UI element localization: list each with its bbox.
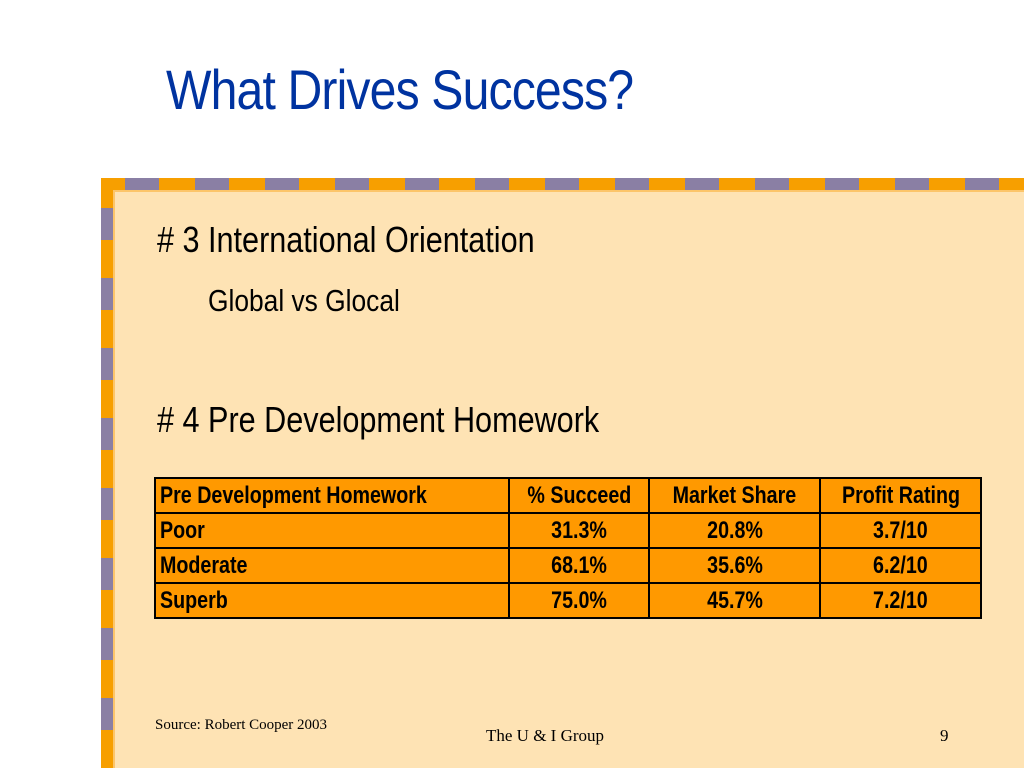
- table-cell: 35.6%: [649, 548, 820, 583]
- slide-title: What Drives Success?: [166, 58, 634, 121]
- table-cell: Poor: [155, 513, 509, 548]
- source-citation: Source: Robert Cooper 2003: [155, 717, 328, 733]
- dashed-border-top: [101, 178, 1024, 190]
- table-header-cell: Pre Development Homework: [155, 478, 509, 513]
- table-cell: Superb: [155, 583, 509, 618]
- table-cell: 75.0%: [509, 583, 649, 618]
- footer-company: The U & I Group: [486, 726, 605, 745]
- table-header-cell: Profit Rating: [820, 478, 981, 513]
- table-cell: 45.7%: [649, 583, 820, 618]
- table-cell: 68.1%: [509, 548, 649, 583]
- dashed-border-left: [101, 178, 113, 768]
- table-row: [155, 548, 981, 583]
- table-cell: 31.3%: [509, 513, 649, 548]
- panel-inner-line-top: [113, 190, 1024, 192]
- homework-table: [154, 477, 982, 619]
- panel-inner-line-left: [113, 190, 115, 768]
- point-3-heading: # 3 International Orientation: [157, 219, 535, 260]
- table-cell: 7.2/10: [820, 583, 981, 618]
- point-3-subtext: Global vs Glocal: [208, 283, 400, 318]
- point-4-heading: # 4 Pre Development Homework: [157, 399, 600, 440]
- table-cell: 6.2/10: [820, 548, 981, 583]
- table-header-row: [155, 478, 981, 513]
- content-panel: [101, 178, 1024, 768]
- table-header-cell: Market Share: [649, 478, 820, 513]
- table-cell: 20.8%: [649, 513, 820, 548]
- page-number: 9: [940, 726, 949, 745]
- table-row: [155, 513, 981, 548]
- table-row: [155, 583, 981, 618]
- table-cell: Moderate: [155, 548, 509, 583]
- table-header-cell: % Succeed: [509, 478, 649, 513]
- table-cell: 3.7/10: [820, 513, 981, 548]
